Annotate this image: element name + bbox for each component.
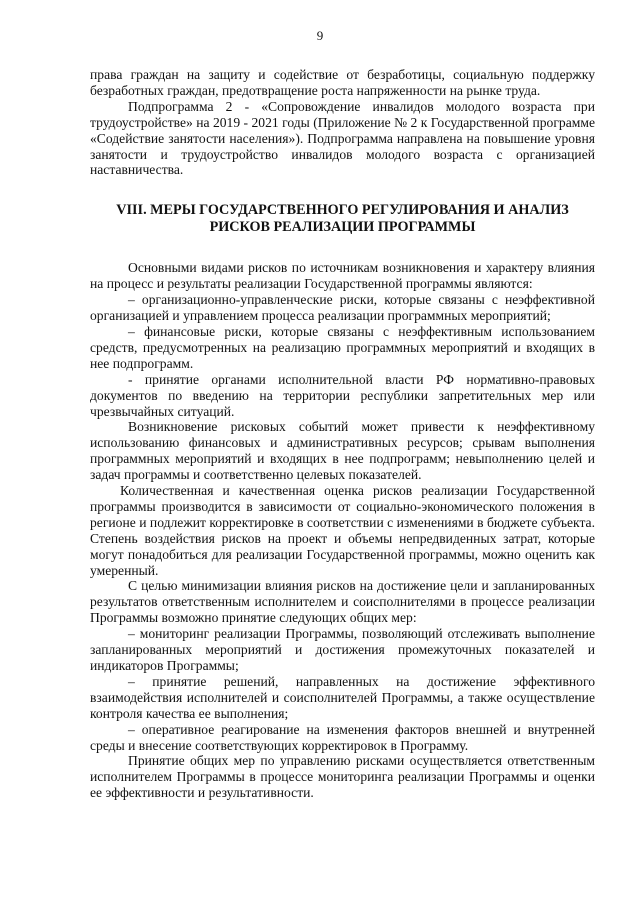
paragraph-risk-assessment: Количественная и качественная оценка рисков реализации Государственной программы производится в зависимости от социально-экономического положения в регионе и подлежит корректировке в соответствии с изменениями в бюджете субъекта. Степень воздействия рисков на проект и объемы непредвиденных затрат, которые могут понадобиться для реализации Государственной программы, можно оценить как умеренный. — [90, 483, 595, 578]
list-item-org-risks: – организационно-управленческие риски, которые связаны с неэффективной организацией и управлением процесса реализации программных мероприятий; — [90, 292, 595, 324]
paragraph-risks-intro: Основными видами рисков по источникам возникновения и характеру влияния на процесс и результаты реализации Государственной программы являются: — [90, 260, 595, 292]
section-heading-line-1: VIII. МЕРЫ ГОСУДАРСТВЕННОГО РЕГУЛИРОВАНИЯ И АНАЛИЗ — [116, 202, 569, 219]
paragraph-mitigation: С целью минимизации влияния рисков на достижение цели и запланированных результатов ответственным исполнителем и соисполнителями в процессе реализации Программы возможно принятие следующих общих мер: — [90, 578, 595, 626]
paragraph-intro-2: Подпрограмма 2 - «Сопровождение инвалидов молодого возраста при трудоустройстве» на 2019 - 2021 годы (Приложение № 2 к Государственной программе «Содействие занятости населения»). Подпрограмма направлена на повышение уровня занятости и трудоустройство инвалидов молодого возраста с организацией наставничества. — [90, 98, 595, 178]
list-item-financial-risks: – финансовые риски, которые связаны с неэффективным использованием средств, предусмотренных на реализацию программных мероприятий и входящих в нее подпрограмм. — [90, 323, 595, 371]
document-body — [90, 67, 595, 801]
section-heading-line-2: РИСКОВ РЕАЛИЗАЦИИ ПРОГРАММЫ — [209, 219, 476, 236]
list-item-prohibitive-measures: - принятие органами исполнительной власти РФ нормативно-правовых документов по введению на территории республики запретительных мер или чрезвычайных ситуаций. — [90, 371, 595, 419]
section-heading — [90, 202, 595, 236]
paragraph-risk-management: Принятие общих мер по управлению рисками осуществляется ответственным исполнителем Программы в процессе мониторинга реализации Программы и оценки ее эффективности и результативности. — [90, 753, 595, 801]
page-number: 9 — [316, 28, 324, 43]
list-item-monitoring: – мониторинг реализации Программы, позволяющий отслеживать выполнение запланированных мероприятий и достижения промежуточных показателей и индикаторов Программы; — [90, 626, 595, 673]
paragraph-risk-events: Возникновение рисковых событий может привести к неэффективному использованию финансовых и административных ресурсов; срывам выполнения программных мероприятий и входящих в нее подпрограмм; невыполнению целей и задач программы и соответственно целевых показателей. — [90, 419, 595, 483]
paragraph-intro-1: права граждан на защиту и содействие от безработицы, социальную поддержку безработных граждан, предотвращение роста напряженности на рынке труда. — [90, 67, 595, 98]
list-item-response: – оперативное реагирование на изменения факторов внешней и внутренней среды и внесение соответствующих корректировок в Программу. — [90, 721, 595, 753]
list-item-decisions: – принятие решений, направленных на достижение эффективного взаимодействия исполнителей и соисполнителей Программы, а также осуществление контроля качества ее выполнения; — [90, 673, 595, 721]
